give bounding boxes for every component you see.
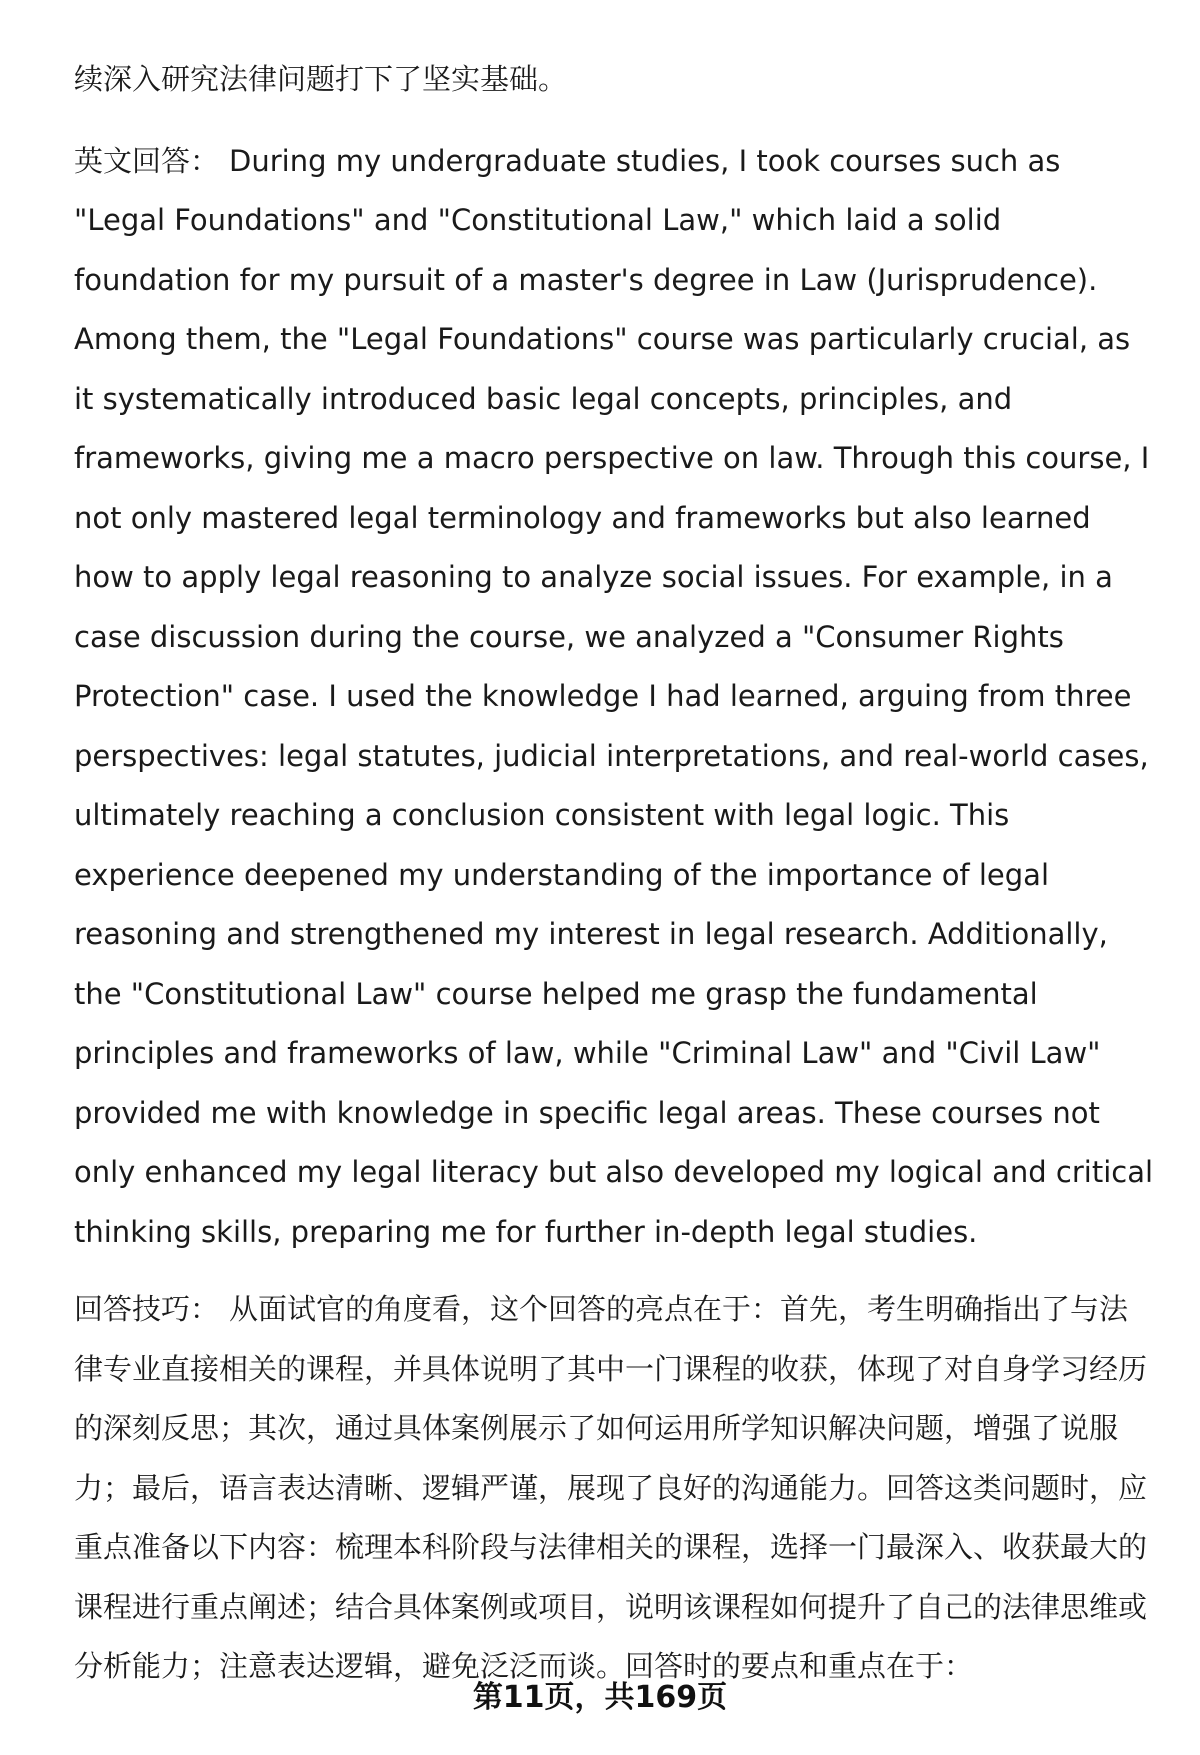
- document-body: [74, 50, 1154, 1715]
- english-answer-label: 英文回答：: [74, 143, 220, 178]
- english-answer-text: During my undergraduate studies, I took courses such as "Legal Foundations" and "Constitutional Law," which laid a solid foundation for my pursuit of a master's degree in Law (Jurisprudence). Among them, the "Legal Foundations" course was particularly crucial, as it systematically introduced basic legal concepts, principles, and frameworks, giving me a macro perspective on law. Through this course, I not only mastered legal terminology and frameworks but also learned how to apply legal reasoning to analyze social issues. For example, in a case discussion during the course, we analyzed a "Consumer Rights Protection" case. I used the knowledge I had learned, arguing from three perspectives: legal statutes, judicial interpretations, and real-world cases, ultimately reaching a conclusion consistent with legal logic. This experience deepened my understanding of the importance of legal reasoning and strengthened my interest in legal research. Additionally, the "Constitutional Law" course helped me grasp the fundamental principles and frameworks of law, while "Criminal Law" and "Civil Law" provided me with knowledge in specific legal areas. These courses not only enhanced my legal literacy but also developed my logical and critical thinking skills, preparing me for further in-depth legal studies.: [74, 143, 1154, 1249]
- answer-tips-text: 从面试官的角度看，这个回答的亮点在于：首先，考生明确指出了与法律专业直接相关的课程，并具体说明了其中一门课程的收获，体现了对自身学习经历的深刻反思；其次，通过具体案例展示了如何运用所学知识解决问题，增强了说服力；最后，语言表达清晰、逻辑严谨，展现了良好的沟通能力。回答这类问题时，应重点准备以下内容：梳理本科阶段与法律相关的课程，选择一门最深入、收获最大的课程进行重点阐述；结合具体案例或项目，说明该课程如何提升了自己的法律思维或分析能力；注意表达逻辑，避免泛泛而谈。回答时的要点和重点在于：: [74, 1292, 1148, 1683]
- paragraph-answer-tips: [74, 1280, 1154, 1697]
- paragraph-english-answer: [74, 132, 1154, 1263]
- paragraph-continuation: 续深入研究法律问题打下了坚实基础。: [74, 62, 568, 96]
- page-footer: 第11页，共169页: [472, 1680, 728, 1715]
- answer-tips-label: 回答技巧：: [74, 1292, 220, 1326]
- watermark-text: ​: [230, 1120, 330, 1263]
